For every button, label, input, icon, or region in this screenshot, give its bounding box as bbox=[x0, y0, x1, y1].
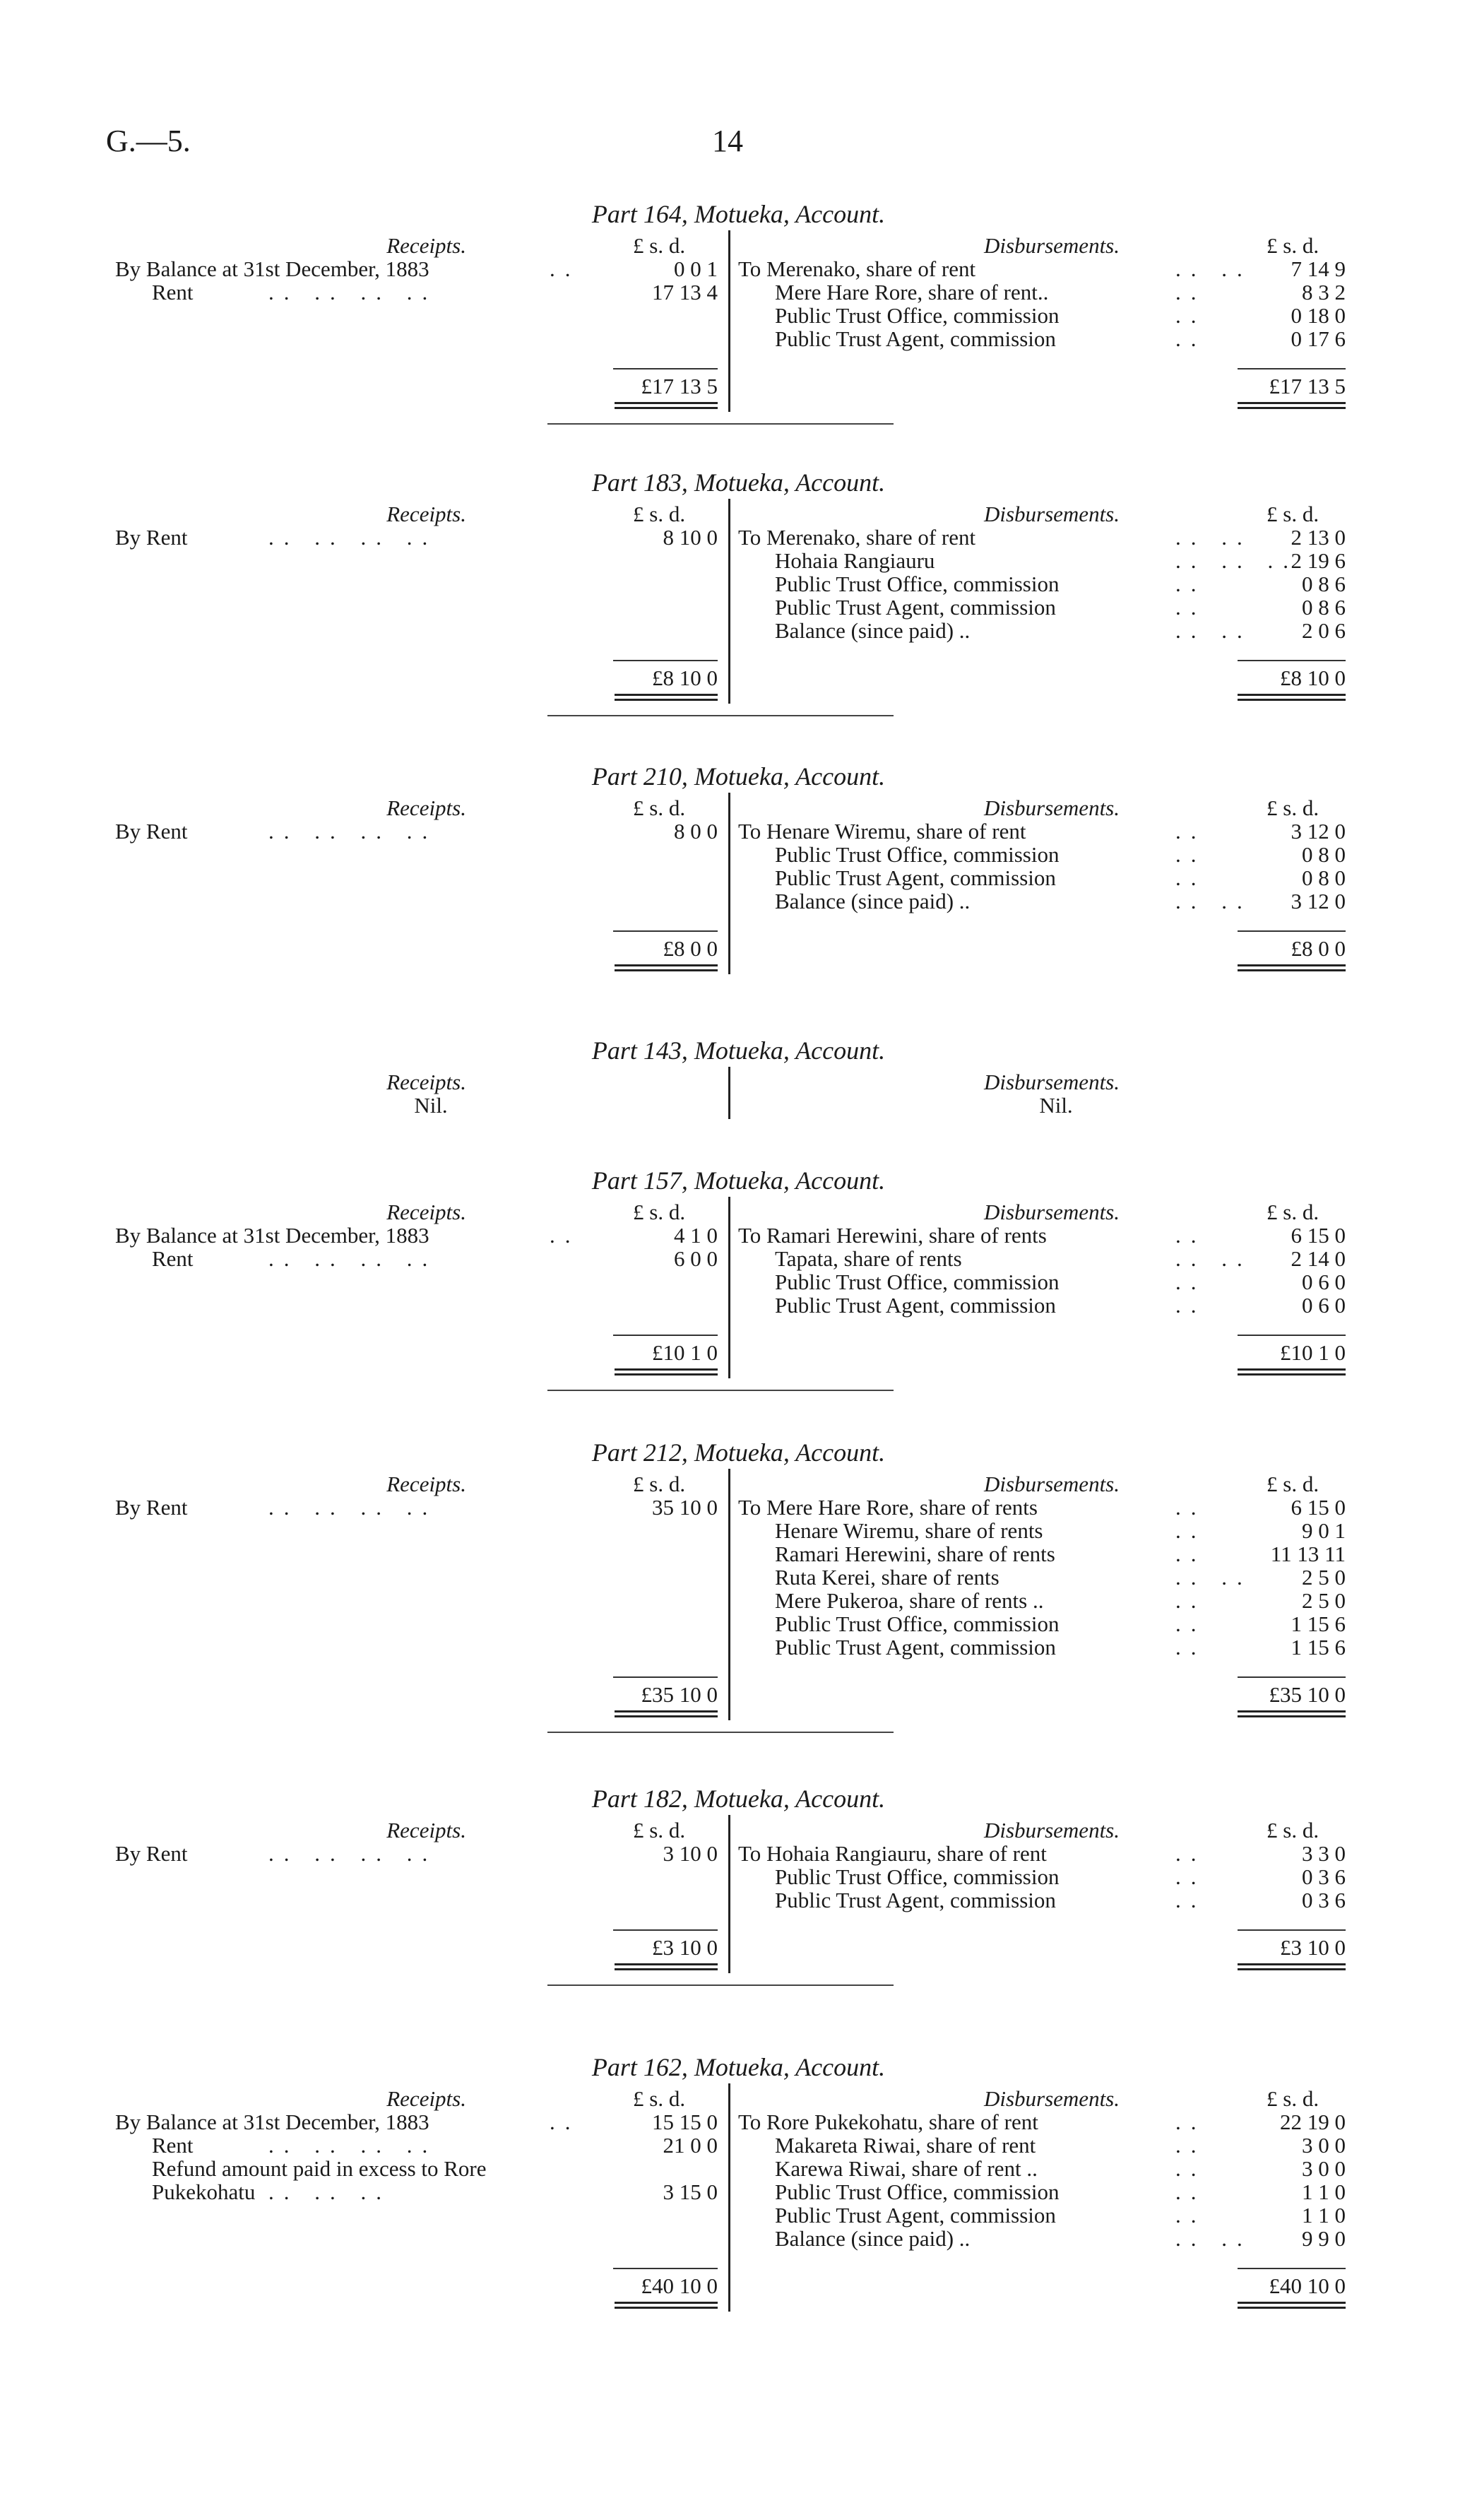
leader-dots: .. .. bbox=[1175, 2226, 1252, 2251]
disbursement-amount: 1 15 6 bbox=[1291, 1611, 1346, 1636]
receipts-heading: Receipts. bbox=[386, 2086, 466, 2111]
leader-dots: .. .. bbox=[1175, 618, 1252, 643]
subtotal-rule bbox=[1238, 660, 1346, 661]
subtotal-rule bbox=[613, 1676, 718, 1678]
disbursement-line: To Ramari Herewini, share of rents bbox=[738, 1223, 1047, 1248]
disbursement-line: To Merenako, share of rent bbox=[738, 525, 976, 550]
receipts-heading: Receipts. bbox=[386, 795, 466, 820]
leader-dots: .. bbox=[1175, 1518, 1206, 1543]
receipt-amount: 8 10 0 bbox=[663, 525, 718, 550]
disbursement-amount: 6 15 0 bbox=[1291, 1495, 1346, 1520]
receipt-amount: 17 13 4 bbox=[652, 280, 718, 304]
disbursement-line: Public Trust Office, commission bbox=[775, 1270, 1060, 1294]
subtotal-rule bbox=[613, 660, 718, 661]
disbursement-amount: 0 3 6 bbox=[1302, 1864, 1346, 1889]
disbursement-line: Public Trust Agent, commission bbox=[775, 1888, 1056, 1912]
receipts-total: £10 1 0 bbox=[652, 1340, 718, 1365]
disbursement-line: Balance (since paid) .. bbox=[775, 2226, 971, 2251]
leader-dots: .. .. bbox=[1175, 256, 1252, 281]
receipts-heading: Receipts. bbox=[386, 502, 466, 526]
leader-dots: .. .. .. .. bbox=[268, 2133, 438, 2158]
disbursement-amount: 2 13 0 bbox=[1291, 525, 1346, 550]
leader-dots: .. bbox=[1175, 1841, 1206, 1866]
receipts-heading: Receipts. bbox=[386, 1472, 466, 1496]
leader-dots: .. .. bbox=[1175, 889, 1252, 913]
leader-dots: .. bbox=[1175, 1635, 1206, 1660]
disbursements-lsd-heading: £ s. d. bbox=[1267, 502, 1319, 526]
disbursement-amount: 3 12 0 bbox=[1291, 889, 1346, 913]
leader-dots: .. .. .. .. bbox=[268, 1246, 438, 1271]
disbursement-line: Mere Hare Rore, share of rent.. bbox=[775, 280, 1049, 304]
disbursements-total: £10 1 0 bbox=[1280, 1340, 1346, 1365]
receipt-line: Pukekohatu bbox=[152, 2179, 256, 2204]
column-divider bbox=[728, 1469, 730, 1720]
receipt-amount: 3 15 0 bbox=[663, 2179, 718, 2204]
double-rule bbox=[1238, 402, 1346, 409]
disbursement-amount: 2 5 0 bbox=[1302, 1588, 1346, 1613]
receipt-amount: 6 0 0 bbox=[674, 1246, 718, 1271]
disbursements-heading: Disbursements. bbox=[983, 2086, 1120, 2111]
leader-dots: .. .. .. .. bbox=[268, 1495, 438, 1520]
disbursements-heading: Disbursements. bbox=[983, 233, 1120, 258]
receipt-amount: 0 0 1 bbox=[674, 256, 718, 281]
leader-dots: .. bbox=[1175, 595, 1206, 620]
leader-dots: .. bbox=[1175, 280, 1206, 304]
disbursement-amount: 0 8 6 bbox=[1302, 595, 1346, 620]
leader-dots: .. .. .. bbox=[1175, 548, 1298, 573]
disbursement-amount: 3 0 0 bbox=[1302, 2156, 1346, 2181]
disbursement-line: To Hohaia Rangiauru, share of rent bbox=[738, 1841, 1047, 1866]
receipt-amount: 35 10 0 bbox=[652, 1495, 718, 1520]
disbursement-line: Henare Wiremu, share of rents bbox=[775, 1518, 1043, 1543]
section-separator bbox=[547, 1732, 894, 1733]
disbursement-line: Public Trust Office, commission bbox=[775, 1611, 1060, 1636]
leader-dots: .. bbox=[550, 2110, 581, 2134]
disbursement-line: To Henare Wiremu, share of rent bbox=[738, 819, 1026, 844]
leader-dots: .. bbox=[1175, 865, 1206, 890]
disbursement-line: Public Trust Office, commission bbox=[775, 1864, 1060, 1889]
disbursement-amount: 6 15 0 bbox=[1291, 1223, 1346, 1248]
leader-dots: .. bbox=[550, 1223, 581, 1248]
receipt-line: By Rent bbox=[115, 1841, 188, 1866]
subtotal-rule bbox=[613, 368, 718, 369]
disbursements-total: £40 10 0 bbox=[1269, 2273, 1346, 2298]
receipt-amount: 4 1 0 bbox=[674, 1223, 718, 1248]
disbursement-line: Public Trust Office, commission bbox=[775, 572, 1060, 596]
disbursement-amount: 11 13 11 bbox=[1270, 1542, 1346, 1566]
receipts-lsd-heading: £ s. d. bbox=[633, 1200, 686, 1224]
account-title: Part 162, Motueka, Account. bbox=[591, 2053, 886, 2081]
receipt-line: By Balance at 31st December, 1883 bbox=[115, 1223, 429, 1248]
disbursements-lsd-heading: £ s. d. bbox=[1267, 1818, 1319, 1842]
disbursement-line: Hohaia Rangiauru bbox=[775, 548, 935, 573]
section-separator bbox=[547, 1390, 894, 1391]
disbursement-line: Tapata, share of rents bbox=[775, 1246, 962, 1271]
disbursement-amount: 0 18 0 bbox=[1291, 303, 1346, 328]
receipts-total: £35 10 0 bbox=[641, 1682, 718, 1707]
disbursements-total: £8 0 0 bbox=[1291, 936, 1346, 961]
section-separator bbox=[547, 423, 894, 425]
subtotal-rule bbox=[1238, 2268, 1346, 2269]
double-rule bbox=[1238, 964, 1346, 971]
disbursement-amount: 1 1 0 bbox=[1302, 2179, 1346, 2204]
leader-dots: .. bbox=[1175, 2110, 1206, 2134]
disbursement-amount: 3 0 0 bbox=[1302, 2133, 1346, 2158]
leader-dots: .. .. .. .. bbox=[268, 280, 438, 304]
disbursement-amount: 2 0 6 bbox=[1302, 618, 1346, 643]
disbursements-heading: Disbursements. bbox=[983, 1070, 1120, 1094]
double-rule bbox=[1238, 2302, 1346, 2309]
receipts-lsd-heading: £ s. d. bbox=[633, 502, 686, 526]
leader-dots: .. bbox=[1175, 572, 1206, 596]
disbursements-heading: Disbursements. bbox=[983, 1200, 1120, 1224]
disbursements-lsd-heading: £ s. d. bbox=[1267, 2086, 1319, 2111]
subtotal-rule bbox=[613, 1929, 718, 1931]
disbursement-amount: 8 3 2 bbox=[1302, 280, 1346, 304]
leader-dots: .. bbox=[1175, 2133, 1206, 2158]
disbursement-amount: 0 8 6 bbox=[1302, 572, 1346, 596]
double-rule bbox=[1238, 1368, 1346, 1376]
leader-dots: .. bbox=[1175, 819, 1206, 844]
receipt-line: Rent bbox=[152, 2133, 194, 2158]
leader-dots: .. bbox=[1175, 1293, 1206, 1318]
subtotal-rule bbox=[613, 930, 718, 932]
receipt-line: By Balance at 31st December, 1883 bbox=[115, 256, 429, 281]
leader-dots: .. bbox=[1175, 1588, 1206, 1613]
receipts-heading: Receipts. bbox=[386, 233, 466, 258]
disbursement-line: Karewa Riwai, share of rent .. bbox=[775, 2156, 1038, 2181]
disbursements-heading: Disbursements. bbox=[983, 1472, 1120, 1496]
disbursement-amount: 9 9 0 bbox=[1302, 2226, 1346, 2251]
disbursement-amount: 0 6 0 bbox=[1302, 1270, 1346, 1294]
double-rule bbox=[615, 694, 718, 701]
leader-dots: .. .. .. .. bbox=[268, 1841, 438, 1866]
subtotal-rule bbox=[613, 1335, 718, 1336]
disbursement-amount: 0 8 0 bbox=[1302, 842, 1346, 867]
receipt-amount: 8 0 0 bbox=[674, 819, 718, 844]
disbursement-line: Public Trust Agent, commission bbox=[775, 326, 1056, 351]
receipts-total: £40 10 0 bbox=[641, 2273, 718, 2298]
leader-dots: .. bbox=[1175, 842, 1206, 867]
receipts-heading: Receipts. bbox=[386, 1200, 466, 1224]
leader-dots: .. bbox=[1175, 1495, 1206, 1520]
leader-dots: .. bbox=[1175, 1611, 1206, 1636]
receipt-amount: 21 0 0 bbox=[663, 2133, 718, 2158]
leader-dots: .. bbox=[1175, 1888, 1206, 1912]
receipts-total: £8 10 0 bbox=[652, 666, 718, 690]
disbursement-amount: 2 19 6 bbox=[1291, 548, 1346, 573]
disbursement-line: To Merenako, share of rent bbox=[738, 256, 976, 281]
disbursement-amount: 0 6 0 bbox=[1302, 1293, 1346, 1318]
double-rule bbox=[615, 402, 718, 409]
double-rule bbox=[615, 1368, 718, 1376]
double-rule bbox=[1238, 1710, 1346, 1717]
account-title: Part 183, Motueka, Account. bbox=[591, 468, 886, 497]
leader-dots: .. bbox=[1175, 326, 1206, 351]
leader-dots: .. .. .. bbox=[268, 2179, 391, 2204]
disbursements-total: £3 10 0 bbox=[1280, 1935, 1346, 1960]
column-divider bbox=[728, 793, 730, 974]
account-title: Part 164, Motueka, Account. bbox=[591, 200, 886, 228]
disbursement-line: Public Trust Agent, commission bbox=[775, 2203, 1056, 2228]
disbursement-amount: 0 8 0 bbox=[1302, 865, 1346, 890]
disbursement-amount: 3 12 0 bbox=[1291, 819, 1346, 844]
receipt-line: By Rent bbox=[115, 525, 188, 550]
page-number: 14 bbox=[712, 124, 743, 158]
disbursement-amount: 1 15 6 bbox=[1291, 1635, 1346, 1660]
double-rule bbox=[1238, 694, 1346, 701]
disbursement-amount: 9 0 1 bbox=[1302, 1518, 1346, 1543]
section-separator bbox=[547, 715, 894, 716]
disbursement-line: Ramari Herewini, share of rents bbox=[775, 1542, 1055, 1566]
disbursement-line: To Rore Pukekohatu, share of rent bbox=[738, 2110, 1038, 2134]
double-rule bbox=[615, 1710, 718, 1717]
disbursement-amount: 22 19 0 bbox=[1280, 2110, 1346, 2134]
column-divider bbox=[728, 230, 730, 412]
subtotal-rule bbox=[1238, 1929, 1346, 1931]
receipts-heading: Receipts. bbox=[386, 1818, 466, 1842]
receipt-line: By Rent bbox=[115, 819, 188, 844]
leader-dots: .. bbox=[1175, 2179, 1206, 2204]
disbursement-line: Public Trust Office, commission bbox=[775, 842, 1060, 867]
receipts-nil: Nil. bbox=[414, 1093, 448, 1118]
disbursement-amount: 1 1 0 bbox=[1302, 2203, 1346, 2228]
disbursement-line: Mere Pukeroa, share of rents .. bbox=[775, 1588, 1044, 1613]
disbursement-amount: 2 14 0 bbox=[1291, 1246, 1346, 1271]
disbursement-line: Public Trust Office, commission bbox=[775, 303, 1060, 328]
disbursements-lsd-heading: £ s. d. bbox=[1267, 795, 1319, 820]
disbursements-lsd-heading: £ s. d. bbox=[1267, 1472, 1319, 1496]
double-rule bbox=[615, 2302, 718, 2309]
leader-dots: .. bbox=[1175, 1864, 1206, 1889]
disbursements-lsd-heading: £ s. d. bbox=[1267, 1200, 1319, 1224]
disbursement-amount: 3 3 0 bbox=[1302, 1841, 1346, 1866]
column-divider bbox=[728, 499, 730, 704]
disbursement-amount: 2 5 0 bbox=[1302, 1565, 1346, 1590]
receipts-total: £3 10 0 bbox=[652, 1935, 718, 1960]
disbursements-lsd-heading: £ s. d. bbox=[1267, 233, 1319, 258]
leader-dots: .. .. .. .. bbox=[268, 819, 438, 844]
leader-dots: .. bbox=[1175, 1223, 1206, 1248]
disbursement-line: Public Trust Agent, commission bbox=[775, 1635, 1056, 1660]
receipts-lsd-heading: £ s. d. bbox=[633, 795, 686, 820]
receipts-heading: Receipts. bbox=[386, 1070, 466, 1094]
disbursement-line: Balance (since paid) .. bbox=[775, 889, 971, 913]
disbursement-amount: 7 14 9 bbox=[1291, 256, 1346, 281]
account-title: Part 182, Motueka, Account. bbox=[591, 1785, 886, 1813]
disbursement-line: Public Trust Agent, commission bbox=[775, 865, 1056, 890]
disbursements-heading: Disbursements. bbox=[983, 795, 1120, 820]
leader-dots: .. .. .. .. bbox=[268, 525, 438, 550]
account-title: Part 143, Motueka, Account. bbox=[591, 1036, 886, 1065]
disbursement-line: Public Trust Agent, commission bbox=[775, 1293, 1056, 1318]
receipt-line: Rent bbox=[152, 1246, 194, 1271]
column-divider bbox=[728, 2083, 730, 2312]
receipt-line: By Rent bbox=[115, 1495, 188, 1520]
disbursement-line: Makareta Riwai, share of rent bbox=[775, 2133, 1036, 2158]
receipt-line: Refund amount paid in excess to Rore bbox=[152, 2156, 487, 2181]
account-title: Part 210, Motueka, Account. bbox=[591, 762, 886, 791]
account-title: Part 212, Motueka, Account. bbox=[591, 1438, 886, 1467]
disbursements-total: £35 10 0 bbox=[1269, 1682, 1346, 1707]
receipts-total: £17 13 5 bbox=[641, 374, 718, 398]
subtotal-rule bbox=[1238, 1676, 1346, 1678]
receipt-amount: 3 10 0 bbox=[663, 1841, 718, 1866]
leader-dots: .. .. bbox=[1175, 1565, 1252, 1590]
leader-dots: .. bbox=[1175, 2203, 1206, 2228]
subtotal-rule bbox=[613, 2268, 718, 2269]
receipt-line: By Balance at 31st December, 1883 bbox=[115, 2110, 429, 2134]
disbursement-line: Public Trust Office, commission bbox=[775, 2179, 1060, 2204]
section-separator bbox=[547, 1984, 894, 1986]
disbursement-line: Balance (since paid) .. bbox=[775, 618, 971, 643]
receipts-total: £8 0 0 bbox=[663, 936, 718, 961]
double-rule bbox=[1238, 1963, 1346, 1970]
column-divider bbox=[728, 1197, 730, 1378]
account-title: Part 157, Motueka, Account. bbox=[591, 1166, 886, 1195]
disbursement-line: To Mere Hare Rore, share of rents bbox=[738, 1495, 1038, 1520]
subtotal-rule bbox=[1238, 930, 1346, 932]
disbursement-amount: 0 17 6 bbox=[1291, 326, 1346, 351]
disbursement-line: Ruta Kerei, share of rents bbox=[775, 1565, 1000, 1590]
leader-dots: .. bbox=[1175, 303, 1206, 328]
leader-dots: .. bbox=[1175, 1542, 1206, 1566]
disbursements-total: £8 10 0 bbox=[1280, 666, 1346, 690]
receipts-lsd-heading: £ s. d. bbox=[633, 1818, 686, 1842]
column-divider bbox=[728, 1815, 730, 1973]
column-divider bbox=[728, 1067, 730, 1119]
leader-dots: .. .. bbox=[1175, 525, 1252, 550]
receipt-amount: 15 15 0 bbox=[652, 2110, 718, 2134]
receipts-lsd-heading: £ s. d. bbox=[633, 2086, 686, 2111]
leader-dots: .. .. bbox=[1175, 1246, 1252, 1271]
receipts-lsd-heading: £ s. d. bbox=[633, 1472, 686, 1496]
disbursements-heading: Disbursements. bbox=[983, 1818, 1120, 1842]
disbursements-total: £17 13 5 bbox=[1269, 374, 1346, 398]
disbursement-amount: 0 3 6 bbox=[1302, 1888, 1346, 1912]
subtotal-rule bbox=[1238, 368, 1346, 369]
disbursements-heading: Disbursements. bbox=[983, 502, 1120, 526]
double-rule bbox=[615, 1963, 718, 1970]
receipts-lsd-heading: £ s. d. bbox=[633, 233, 686, 258]
subtotal-rule bbox=[1238, 1335, 1346, 1336]
double-rule bbox=[615, 964, 718, 971]
document-code: G.—5. bbox=[106, 124, 191, 158]
leader-dots: .. bbox=[1175, 1270, 1206, 1294]
disbursements-nil: Nil. bbox=[1039, 1093, 1073, 1118]
disbursement-line: Public Trust Agent, commission bbox=[775, 595, 1056, 620]
leader-dots: .. bbox=[550, 256, 581, 281]
receipt-line: Rent bbox=[152, 280, 194, 304]
leader-dots: .. bbox=[1175, 2156, 1206, 2181]
